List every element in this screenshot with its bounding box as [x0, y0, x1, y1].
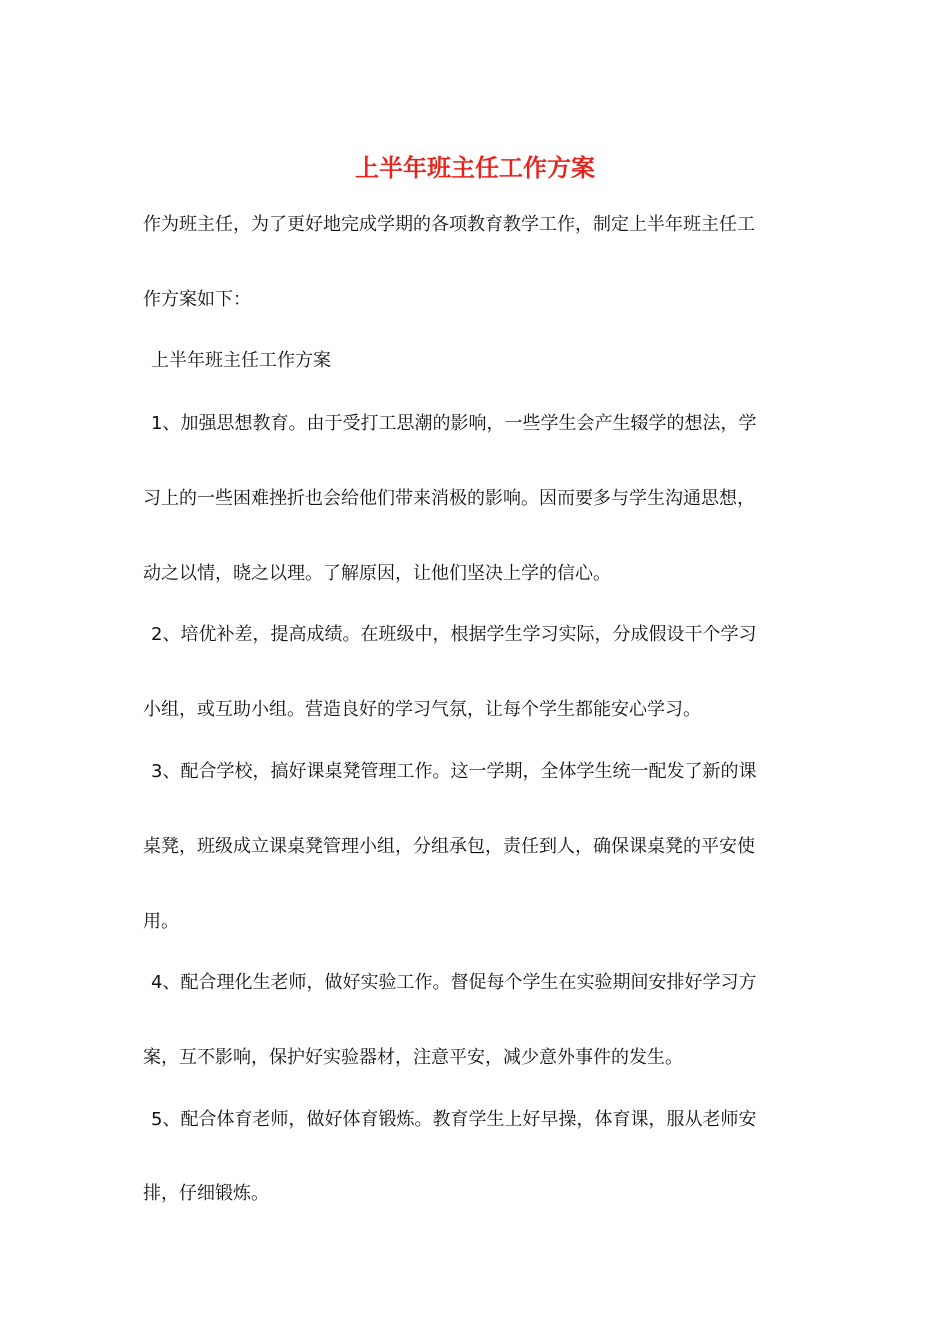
item-4-line-2: 案，互不影响，保护好实验器材，注意平安，减少意外事件的发生。 [143, 1047, 683, 1068]
item-1-line-3: 动之以情，晓之以理。了解原因，让他们坚决上学的信心。 [143, 563, 611, 584]
document-title: 上半年班主任工作方案 [355, 153, 595, 182]
item-5-line-1: 5、配合体育老师，做好体育锻炼。教育学生上好早操，体育课，服从老师安 [151, 1109, 757, 1130]
item-1-line-1: 1、加强思想教育。由于受打工思潮的影响，一些学生会产生辍学的想法，学 [151, 413, 757, 434]
item-2-line-1: 2、培优补差，提高成绩。在班级中，根据学生学习实际，分成假设干个学习 [151, 624, 757, 645]
intro-line-2: 作方案如下： [143, 289, 251, 310]
section-heading: 上半年班主任工作方案 [151, 350, 331, 371]
item-3-line-3: 用。 [143, 911, 179, 932]
item-3-line-2: 桌凳，班级成立课桌凳管理小组，分组承包，责任到人，确保课桌凳的平安使 [143, 836, 755, 857]
item-4-line-1: 4、配合理化生老师，做好实验工作。督促每个学生在实验期间安排好学习方 [151, 972, 757, 993]
intro-line-1: 作为班主任，为了更好地完成学期的各项教育教学工作，制定上半年班主任工 [143, 214, 755, 235]
item-3-line-1: 3、配合学校，搞好课桌凳管理工作。这一学期，全体学生统一配发了新的课 [151, 761, 757, 782]
item-2-line-2: 小组，或互助小组。营造良好的学习气氛，让每个学生都能安心学习。 [143, 699, 701, 720]
item-1-line-2: 习上的一些困难挫折也会给他们带来消极的影响。因而要多与学生沟通思想， [143, 488, 755, 509]
item-5-line-2: 排，仔细锻炼。 [143, 1183, 269, 1204]
